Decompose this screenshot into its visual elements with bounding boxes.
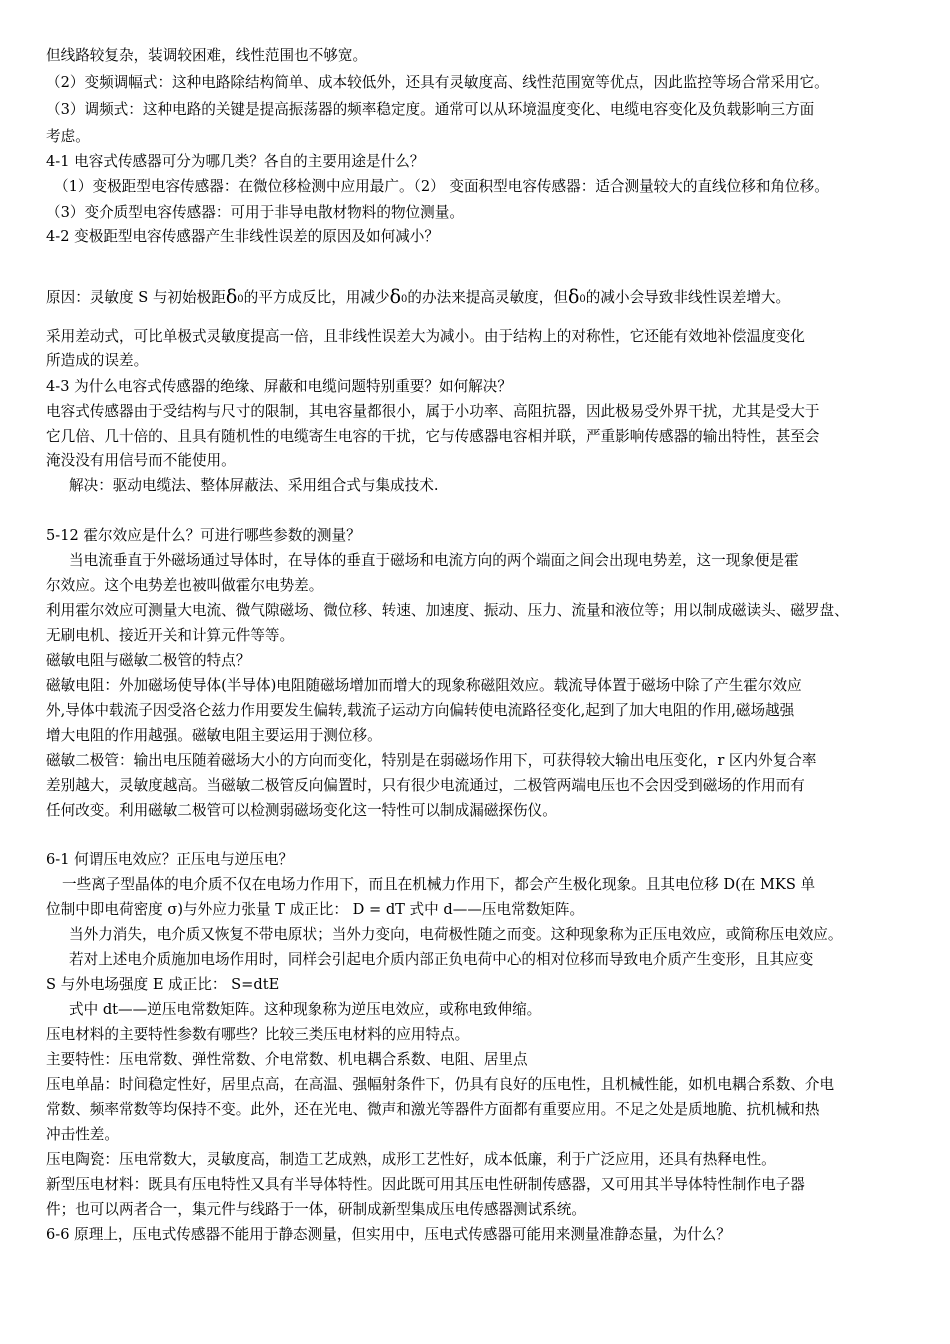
text-line: 但线路较复杂，装调较困难，线性范围也不够宽。 [46,47,368,64]
cause-text: 的减小会导致非线性误差增大。 [585,289,791,306]
text-line: （3）调频式：这种电路的关键是提高振荡器的频率稳定度。通常可以从环境温度变化、电缆电容变化及负载影响三方面 [46,101,815,118]
text-line: 若对上述电介质施加电场作用时，同样会引起电介质内部正负电荷中心的相对位移而导致电介质产生变形，且其应变 [69,951,814,968]
text-line: 所造成的误差。 [46,352,149,369]
text-line: 磁敏二极管：输出电压随着磁场大小的方向而变化，特别是在弱磁场作用下，可获得较大输出电压变化，r 区内外复合率 [46,752,817,769]
text-line: 压电陶瓷：压电常数大，灵敏度高，制造工艺成熟，成形工艺性好，成本低廉，利于广泛应用，还具有热释电性。 [46,1151,776,1168]
text-line: 主要特性：压电常数、弹性常数、介电常数、机电耦合系数、电阻、居里点 [46,1051,528,1068]
question-heading: 磁敏电阻与磁敏二极管的特点？ [46,652,251,669]
text-line: （2）变频调幅式：这种电路除结构简单、成本较低外，还具有灵敏度高、线性范围宽等优点，因此监控等场合常采用它。 [46,74,829,91]
question-heading: 6-1 何谓压电效应？正压电与逆压电？ [46,851,294,868]
question-heading: 4-2 变极距型电容传感器产生非线性误差的原因及如何减小？ [46,228,439,245]
text-line: 当外力消失，电介质又恢复不带电原状；当外力变向，电荷极性随之而变。这种现象称为正压电效应，或简称压电效应。 [69,926,843,943]
text-line: 增大电阻的作用越强。磁敏电阻主要运用于测位移。 [46,727,382,744]
subscript: 0 [579,294,586,305]
cause-text: 原因：灵敏度 S 与初始极距 [46,289,226,306]
text-line: 冲击性差。 [46,1126,119,1143]
text-line: 它几倍、几十倍的、且具有随机性的电缆寄生电容的干扰，它与传感器电容相并联，严重影响传感器的输出特性，甚至会 [46,428,820,445]
text-line: 磁敏电阻：外加磁场使导体(半导体)电阻随磁场增加而增大的现象称磁阻效应。载流导体置于磁场中除了产生霍尔效应 [46,677,802,694]
text-line: 式中 dt——逆压电常数矩阵。这种现象称为逆压电效应，或称电致伸缩。 [69,1001,542,1018]
text-line: 差别越大，灵敏度越高。当磁敏二极管反向偏置时，只有很少电流通过，二极管两端电压也不会因受到磁场的作用而有 [46,777,805,794]
text-line: （3）变介质型电容传感器：可用于非导电散材物料的物位测量。 [46,204,464,221]
question-heading: 4-3 为什么电容式传感器的绝缘、屏蔽和电缆问题特别重要？如何解决？ [46,378,512,395]
question-heading: 6-6 原理上，压电式传感器不能用于静态测量，但实用中，压电式传感器可能用来测量准静态量，为什么？ [46,1226,731,1243]
question-heading: 4-1 电容式传感器可分为哪几类？各自的主要用途是什么？ [46,153,425,170]
text-line: 常数、频率常数等均保持不变。此外，还在光电、微声和激光等器件方面都有重要应用。不足之处是质地脆、抗机械和热 [46,1101,820,1118]
text-line: 无刷电机、接近开关和计算元件等等。 [46,627,295,644]
subscript: 0 [401,294,408,305]
question-heading: 5-12 霍尔效应是什么？可进行哪些参数的测量？ [46,527,361,544]
delta-symbol: δ [225,286,238,308]
text-line: 件；也可以两者合一，集元件与线路于一体，研制成新型集成压电传感器测试系统。 [46,1201,586,1218]
text-line: 采用差动式，可比单极式灵敏度提高一倍，且非线性误差大为减小。由于结构上的对称性，它还能有效地补偿温度变化 [46,328,805,345]
cause-text: 的办法来提高灵敏度，但 [407,289,568,306]
delta-symbol: δ [567,286,580,308]
text-line: 淹没没有用信号而不能使用。 [46,452,236,469]
text-line: 一些离子型晶体的电介质不仅在电场力作用下，而且在机械力作用下，都会产生极化现象。且其电位移 D(在 MKS 单 [62,876,816,893]
text-line: （1）变极距型电容传感器：在微位移检测中应用最广。（2） 变面积型电容传感器：适合测量较大的直线位移和角位移。 [54,178,829,195]
text-line: 利用霍尔效应可测量大电流、微气隙磁场、微位移、转速、加速度、振动、压力、流量和液位等；用以制成磁读头、磁罗盘、 [46,602,849,619]
text-line: 电容式传感器由于受结构与尺寸的限制，其电容量都很小，属于小功率、高阻抗器，因此极易受外界干扰，尤其是受大于 [46,403,820,420]
cause-text: 的平方成反比，用减少 [243,289,390,306]
text-line: 尔效应。这个电势差也被叫做霍尔电势差。 [46,577,324,594]
text-line: 新型压电材料：既具有压电特性又具有半导体特性。因此既可用其压电性研制传感器，又可用其半导体特性制作电子器 [46,1176,805,1193]
text-line: 当电流垂直于外磁场通过导体时，在导体的垂直于磁场和电流方向的两个端面之间会出现电势差，这一现象便是霍 [69,552,799,569]
text-line: 任何改变。利用磁敏二极管可以检测弱磁场变化这一特性可以制成漏磁探伤仪。 [46,802,557,819]
text-line: S 与外电场强度 E 成正比： S=dtE [46,976,280,993]
text-line: 外,导体中载流子因受洛仑兹力作用要发生偏转,载流子运动方向偏转使电流路径变化,起到了加大电阻的作用,磁场越强 [46,702,795,719]
text-line: 考虑。 [46,128,90,145]
cause-line [46,287,790,310]
subscript: 0 [237,294,244,305]
delta-symbol: δ [389,286,402,308]
text-line: 解决：驱动电缆法、整体屏蔽法、采用组合式与集成技术. [69,477,439,494]
text-line: 位制中即电荷密度 σ)与外应力张量 T 成正比： D = dT 式中 d——压电常数矩阵。 [46,901,585,918]
text-line: 压电单晶：时间稳定性好，居里点高，在高温、强幅射条件下，仍具有良好的压电性，且机械性能，如机电耦合系数、介电 [46,1076,835,1093]
question-heading: 压电材料的主要特性参数有哪些？比较三类压电材料的应用特点。 [46,1026,470,1043]
